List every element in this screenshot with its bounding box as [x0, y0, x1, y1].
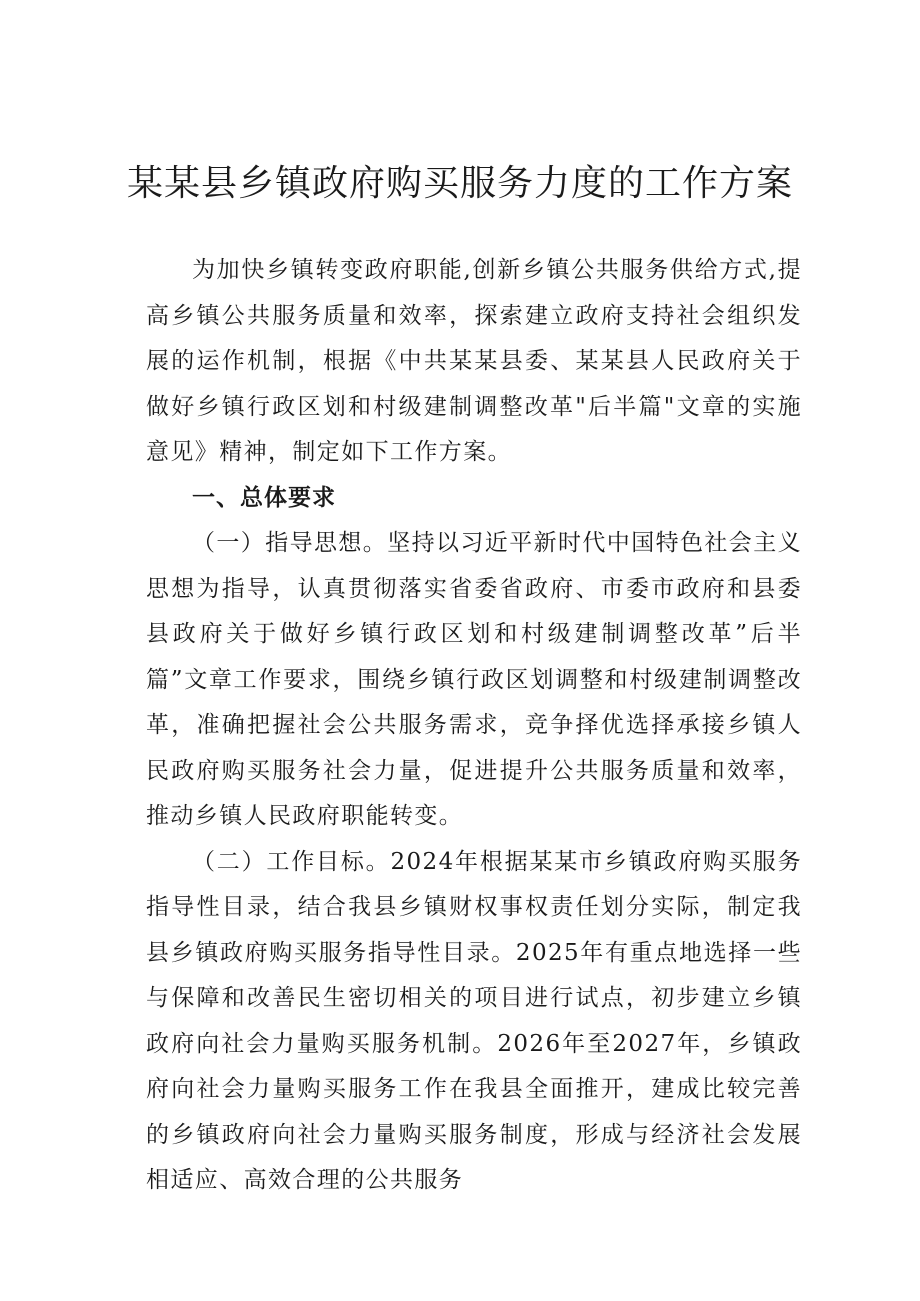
- section-heading: 一、总体要求: [192, 484, 336, 511]
- document-body: [146, 248, 802, 1204]
- document-title: 某某县乡镇政府购买服务力度的工作方案: [126, 163, 793, 204]
- intro-paragraph: 为加快乡镇转变政府职能,创新乡镇公共服务供给方式,提高乡镇公共服务质量和效率，探索建立政府支持社会组织发展的运作机制，根据《中共某某县委、某某县人民政府关于做好乡镇行政区划和村级建制调整改革"后半篇"文章的实施意见》精神，制定如下工作方案。: [146, 257, 802, 465]
- work-goal-paragraph: （二）工作目标。2024年根据某某市乡镇政府购买服务指导性目录，结合我县乡镇财权事权责任划分实际，制定我县乡镇政府购买服务指导性目录。2025年有重点地选择一些与保障和改善民生密切相关的项目进行试点，初步建立乡镇政府向社会力量购买服务机制。2026年至2027年，乡镇政府向社会力量购买服务工作在我县全面推开，建成比较完善的乡镇政府向社会力量购买服务制度，形成与经济社会发展相适应、高效合理的公共服务: [146, 848, 802, 1193]
- guiding-thought-paragraph: （一）指导思想。坚持以习近平新时代中国特色社会主义思想为指导，认真贯彻落实省委省政府、市委市政府和县委县政府关于做好乡镇行政区划和村级建制调整改革”后半篇”文章工作要求，围绕乡镇行政区划调整和村级建制调整改革，准确把握社会公共服务需求，竞争择优选择承接乡镇人民政府购买服务社会力量，促进提升公共服务质量和效率，推动乡镇人民政府职能转变。: [146, 530, 802, 829]
